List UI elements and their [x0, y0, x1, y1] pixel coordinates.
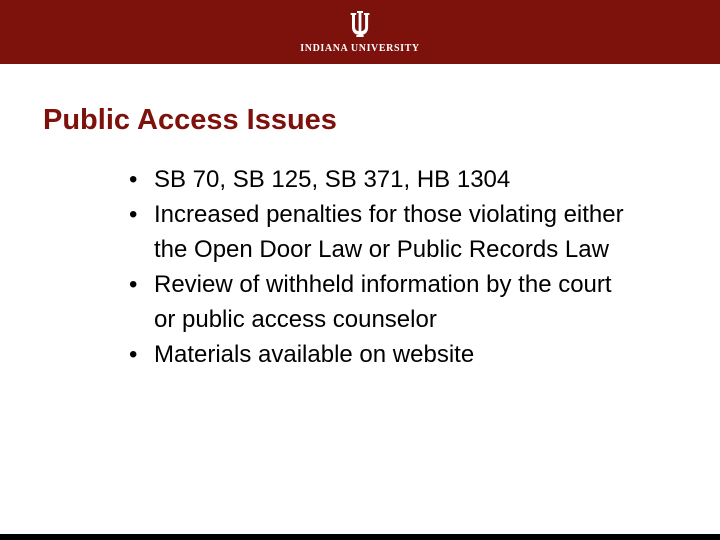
- bullet-text: Materials available on website: [154, 341, 475, 368]
- slide-title: Public Access Issues: [43, 104, 337, 136]
- iu-trident-icon: [349, 11, 371, 37]
- bullet-list: [129, 162, 649, 372]
- bottom-border: [0, 534, 720, 540]
- bullet-item-penalties: [129, 197, 649, 267]
- institution-name: INDIANA UNIVERSITY: [300, 43, 420, 54]
- bullet-icon: •: [129, 271, 138, 298]
- bullet-icon: •: [129, 341, 138, 368]
- bullet-text: SB 70, SB 125, SB 371, HB 1304: [154, 166, 511, 193]
- bullet-text: Review of withheld information by the court or public access counselor: [154, 271, 612, 333]
- bullet-item-bills: [129, 162, 649, 197]
- bullet-icon: •: [129, 166, 138, 193]
- bullet-item-materials: [129, 337, 649, 372]
- bullet-text: Increased penalties for those violating either the Open Door Law or Public Records Law: [154, 201, 624, 263]
- header-bar: [0, 0, 720, 64]
- bullet-item-review: [129, 267, 649, 337]
- bullet-icon: •: [129, 201, 138, 228]
